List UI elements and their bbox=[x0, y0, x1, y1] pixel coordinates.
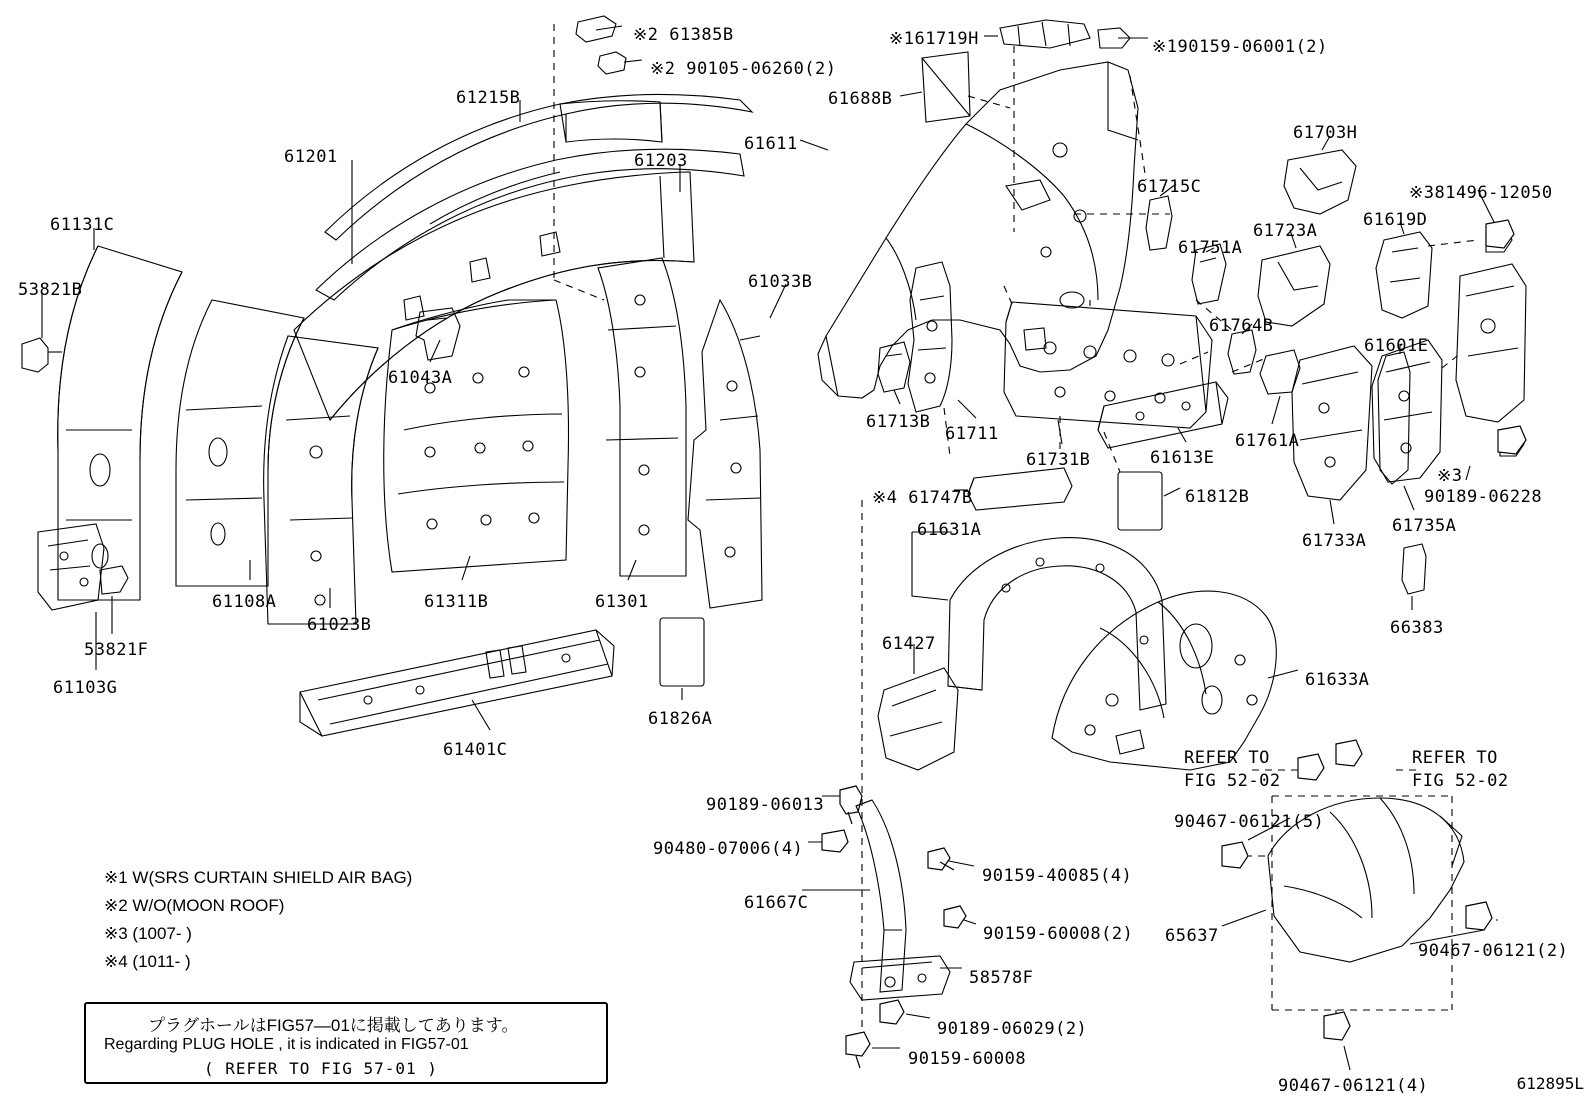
part-label: 61401C bbox=[443, 740, 508, 760]
part-label: 61201 bbox=[284, 147, 338, 167]
part-label: 65637 bbox=[1165, 926, 1219, 946]
refer-box-right-line1: REFER TO bbox=[1412, 748, 1498, 768]
part-label: 61667C bbox=[744, 893, 809, 913]
part-label: 61733A bbox=[1302, 531, 1367, 551]
plug-hole-note-ref: ( REFER TO FIG 57-01 ) bbox=[204, 1059, 438, 1078]
part-label: 61311B bbox=[424, 592, 489, 612]
part-label: 61108A bbox=[212, 592, 277, 612]
part-label: ※161719H bbox=[889, 29, 979, 49]
part-label: 61613E bbox=[1150, 448, 1215, 468]
part-label: ※190159-06001(2) bbox=[1152, 37, 1328, 57]
plug-hole-note-jp: プラグホールはFIG57—01に掲載してあります。 bbox=[148, 1016, 519, 1035]
part-label: 90467-06121(5) bbox=[1174, 812, 1325, 832]
part-label: 61033B bbox=[748, 272, 813, 292]
refer-box-right bbox=[1412, 748, 1509, 791]
part-label: 61043A bbox=[388, 368, 453, 388]
part-label: 61812B bbox=[1185, 487, 1250, 507]
note-2: ※2 W/O(MOON ROOF) bbox=[104, 896, 285, 915]
part-label: 61611 bbox=[744, 134, 798, 154]
plug-hole-note-en: Regarding PLUG HOLE , it is indicated in FIG57-01 bbox=[104, 1036, 469, 1053]
part-label: 90159-60008 bbox=[908, 1049, 1027, 1069]
part-label: 90159-60008(2) bbox=[983, 924, 1134, 944]
part-label: 61131C bbox=[50, 215, 115, 235]
part-label: 66383 bbox=[1390, 618, 1444, 638]
part-label: 61735A bbox=[1392, 516, 1457, 536]
part-label: 53821B bbox=[18, 280, 83, 300]
part-label: 61723A bbox=[1253, 221, 1318, 241]
part-label: 61215B bbox=[456, 88, 521, 108]
part-label: ※2 90105-06260(2) bbox=[650, 59, 837, 79]
part-label: ※2 61385B bbox=[633, 25, 734, 45]
part-label: 61713B bbox=[866, 412, 931, 432]
refer-box-left-line2: FIG 52-02 bbox=[1184, 771, 1281, 791]
part-label: 61761A bbox=[1235, 431, 1300, 451]
note-3: ※3 (1007- ) bbox=[104, 924, 192, 943]
plug-hole-note-box bbox=[84, 1002, 608, 1084]
part-label: 61751A bbox=[1178, 238, 1243, 258]
part-label: 61633A bbox=[1305, 670, 1370, 690]
part-label: 61711 bbox=[945, 424, 999, 444]
part-label: 58578F bbox=[969, 968, 1034, 988]
part-label: 90467-06121(2) bbox=[1418, 941, 1569, 961]
part-label: 61703H bbox=[1293, 123, 1358, 143]
part-label: 90159-40085(4) bbox=[982, 866, 1133, 886]
part-label: 90189-06029(2) bbox=[937, 1019, 1088, 1039]
part-label: 61715C bbox=[1137, 177, 1202, 197]
part-label: ※3 bbox=[1437, 466, 1463, 486]
refer-box-left bbox=[1184, 748, 1281, 791]
part-label: 61826A bbox=[648, 709, 713, 729]
part-label: 61301 bbox=[595, 592, 649, 612]
part-label: 61631A bbox=[917, 520, 982, 540]
refer-box-right-line2: FIG 52-02 bbox=[1412, 771, 1509, 791]
part-label: 61427 bbox=[882, 634, 936, 654]
part-label: 61601E bbox=[1364, 336, 1429, 356]
part-label: 61619D bbox=[1363, 210, 1428, 230]
part-label: 90480-07006(4) bbox=[653, 839, 804, 859]
part-label: ※381496-12050 bbox=[1409, 183, 1553, 203]
part-label: 61103G bbox=[53, 678, 118, 698]
part-label: 90189-06228 bbox=[1424, 487, 1543, 507]
note-4: ※4 (1011- ) bbox=[104, 952, 191, 971]
part-label: 61688B bbox=[828, 89, 893, 109]
diagram-code: 612895L bbox=[1516, 1074, 1584, 1093]
part-label: 61023B bbox=[307, 615, 372, 635]
note-1: ※1 W(SRS CURTAIN SHIELD AIR BAG) bbox=[104, 868, 413, 887]
part-label: ※4 61747B bbox=[872, 488, 973, 508]
refer-box-left-line1: REFER TO bbox=[1184, 748, 1270, 768]
part-label: 61764B bbox=[1209, 316, 1274, 336]
part-label: 90189-06013 bbox=[706, 795, 825, 815]
part-label: 61203 bbox=[634, 151, 688, 171]
part-label: 53821F bbox=[84, 640, 149, 660]
part-label: 61731B bbox=[1026, 450, 1091, 470]
part-label: 90467-06121(4) bbox=[1278, 1076, 1429, 1096]
